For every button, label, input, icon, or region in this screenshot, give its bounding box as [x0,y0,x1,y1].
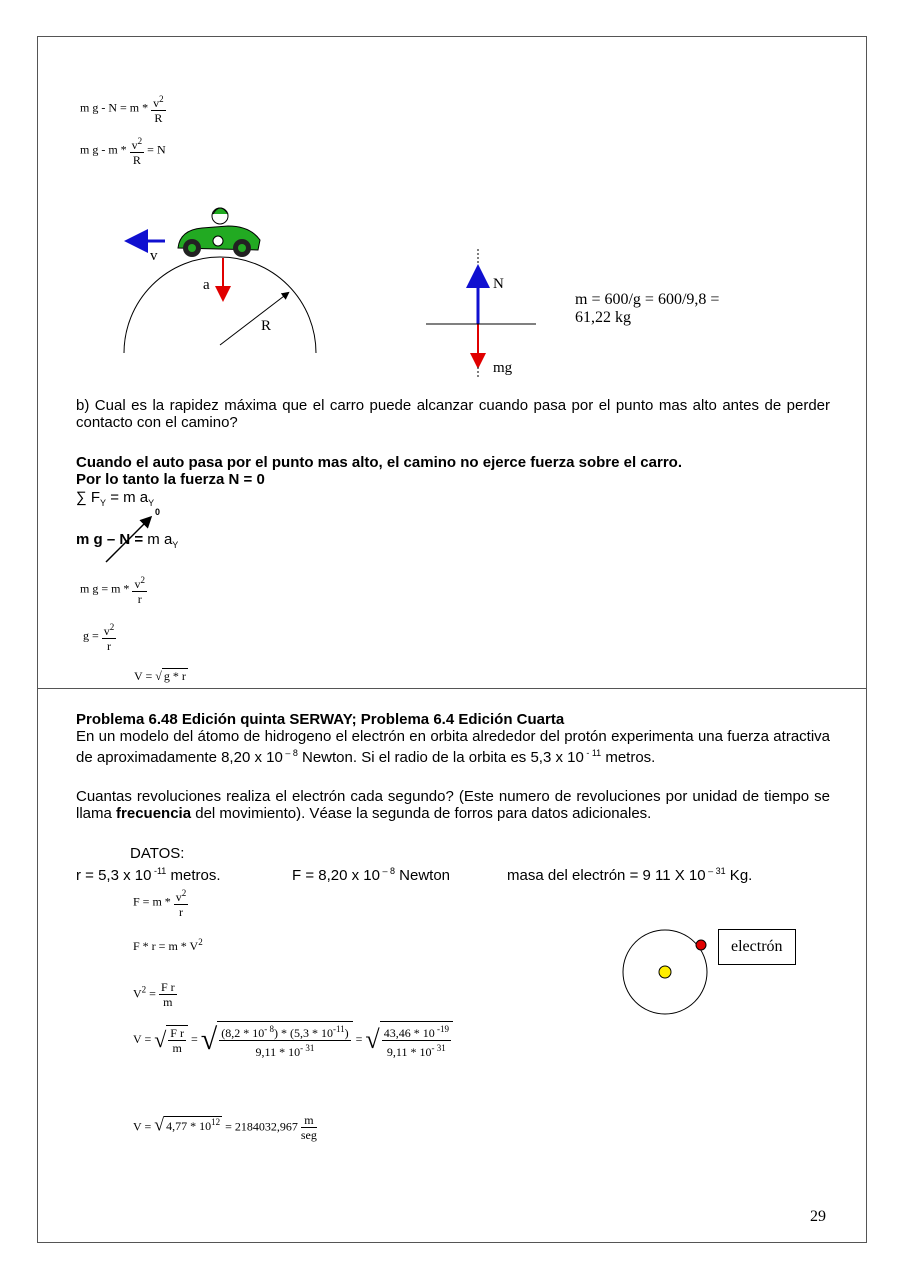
eqA-fraction [174,886,189,919]
eqD-rad3 [380,1021,453,1059]
eqD-rad2-num-a: 8,2 * 10 [225,1026,265,1040]
eqD-rad2: $\frac{(8,2 * 10^{- 8}) * (5,3 * 10^{-11})}{9,11 * 10^{- 31}}$ [217,1021,352,1059]
datos-m-exp: – 31 [705,866,726,876]
hill-arc [124,257,316,353]
mass-line-2: 61,22 kg [575,309,631,326]
mass-line-1: m = 600/g = 600/9,8 = [575,291,720,308]
eq3-num: v [134,577,141,591]
eq1-num-sup: 2 [159,94,164,104]
equation-A [133,886,188,919]
para2-b: del movimiento). Véase la segunda de forros para datos adicionales. [191,805,652,822]
eqD-rad1 [166,1025,188,1055]
sum-eq-sub1: Y [100,498,107,508]
eq5-radicand: g * r [163,669,186,683]
datos-F-value: F = 8,20 x 10 [292,867,380,884]
eqD-rad2-den: 9,11 * 10 [255,1045,301,1059]
cancel-arrow [100,512,173,567]
datos-r-unit: metros. [166,867,221,884]
eqD-rad3-num: 43,46 * 10 [383,1026,435,1040]
eq4-lhs: g = [83,628,99,643]
sum-eq-main: ∑ F [76,489,101,506]
problem-title: Problema 6.48 Edición quinta SERWAY; Problema 6.4 Edición Cuarta [76,711,565,728]
force-eq-sub: Y [172,540,179,550]
para1-b: Newton. Si el radio de la orbita es 5,3 x 10 [297,749,584,766]
eqB-lhs: F * r = m * V [133,939,199,953]
eqD-rad3-den-exp: - 31 [431,1043,446,1053]
question-b: b) Cual es la rapidez máxima que el carro puede alcanzar cuando pasa por el punto mas alto antes de perder contacto con el camino? [76,397,830,431]
equation-1 [80,92,166,125]
eq3-den: r [137,592,142,606]
eqD-rad2-num-a-exp: - 8 [264,1024,274,1034]
eq4-num: v [103,624,110,638]
para2-bold: frecuencia [116,805,192,822]
eqD-rad1-num: F r [170,1026,184,1040]
eqE-radicand-exp: 12 [211,1117,221,1128]
eqC-eq: = [146,986,159,1001]
para1-a: En un modelo del átomo de hidrogeno el electrón en orbita alrededor del protón experimenta una fuerza atractiva de aproximadamente 8,20 x 10 [76,728,830,766]
datos-r-value: r = 5,3 x 10 [76,867,152,884]
datos-m [507,863,752,884]
electron-icon [696,940,706,950]
eqE-unit [301,1113,317,1142]
eqA-num: v [175,890,182,904]
eq1-lhs: m g - N = m * [80,100,149,115]
eq3-num-sup: 2 [140,575,145,585]
eq2-den: R [132,153,141,167]
equation-E: V = √ $4,77 * 10^{12} = 2184032,967$ $\frac{m}{\text{seg}}$ [133,1113,317,1142]
car-number: 1 [324,235,328,242]
eqE-unit-den: seg [300,1128,317,1142]
problem-paragraph-2 [76,788,830,822]
eqC-lhs: V [133,986,142,1001]
equation-4 [83,620,116,653]
eq2-rhs: = N [147,142,166,157]
equation-B [133,937,203,954]
datos-m-unit: Kg. [725,867,753,884]
problem-paragraph-1 [76,728,830,766]
page-number: 29 [810,1208,826,1225]
eq1-den: R [154,111,163,125]
R-label: R [261,318,272,334]
eqD-rad2-mult: * [280,1026,287,1040]
datos-F-unit: Newton [395,867,451,884]
datos-label: DATOS: [130,845,185,862]
eqD-rad2-num-b-exp: -11 [332,1024,345,1034]
datos-F [292,863,450,884]
eqE-radicand: 4,77 * 10 [166,1119,212,1134]
eq2-num-sup: 2 [137,136,143,146]
datos-F-exp: – 8 [379,866,395,876]
eq2-lhs: m g - m * [80,142,127,157]
eqC-num: F r [160,980,175,994]
eqD-rad3-den: 9,11 * 10 [386,1045,432,1059]
eq4-den: r [107,639,112,653]
equation-5: V = √ g * r [134,669,186,683]
eqB-sup: 2 [198,937,203,947]
car-hill-figure [110,200,340,360]
eq2-num: v [131,138,138,152]
eqA-den: r [179,905,184,919]
eqD-rad1-den: m [172,1041,182,1055]
eqA-num-sup: 2 [181,888,187,898]
sum-forces-equation [76,489,154,512]
eqD-rad2-den-exp: - 31 [300,1043,315,1053]
equation-C [133,980,177,1009]
eq1-fraction [151,92,166,125]
v-label: v [150,248,158,264]
eq4-num-sup: 2 [109,622,115,632]
datos-m-value: masa del electrón = 9 11 X 10 [507,867,706,884]
eq1-num: v [153,96,160,110]
mg-label: mg [493,360,513,376]
eqC-den: m [163,995,173,1009]
para1-exp2: - 11 [583,748,602,758]
eqD-lhs: V = [133,1031,152,1046]
equation-3 [80,573,147,606]
a-label: a [203,277,210,293]
atom-figure [620,925,720,1020]
sum-eq-mid: = m a [106,489,149,506]
eqC-lhs-sup: 2 [141,984,147,995]
proton-icon [659,966,671,978]
answer-line-2: Por lo tanto la fuerza N = 0 [76,471,265,488]
para1-c: metros. [601,749,656,766]
para2-a: Cuantas revoluciones realiza el electrón cada segundo? (Este numero de revoluciones por unidad de tiempo se llama [76,788,830,822]
eqC-fraction [159,980,177,1009]
eqE-result: = 2184032,967 [225,1119,298,1134]
equation-2 [80,134,166,167]
eqD-rad2-num-b: 5,3 * 10 [293,1026,333,1040]
eqD-rad3-num-exp: -19 [434,1024,449,1034]
eqA-lhs: F = m * [133,894,171,909]
eqD-eq1: = [190,1031,198,1046]
N-label: N [493,276,504,292]
section-divider [37,688,867,689]
eq2-fraction [130,134,145,167]
para1-exp1: – 8 [282,748,298,758]
mass-calculation [575,291,719,327]
datos-r-exp: -11 [151,866,167,876]
eq5-lhs: V = [134,669,153,683]
eqD-eq2: = [355,1031,363,1046]
electron-label: electrón [718,929,796,965]
answer-line-1: Cuando el auto pasa por el punto mas alto, el camino no ejerce fuerza sobre el carro. [76,454,682,471]
eqE-unit-num: m [301,1113,317,1128]
eq3-lhs: m g = m * [80,581,130,596]
equation-D: V = √ $\frac{\text{F r}}{m}$ = √ $\frac{(8,2 * 10^{- 8}) * (5,3 * 10^{-11})}{9,11 * 10^{- 31}}$ = √ $\frac{43,46 * 10 ^{-19}}{9,11 * 10^{- 31}}$ [133,1021,453,1059]
eq4-fraction [102,620,117,653]
eqE-lhs: V = [133,1119,152,1134]
radius-arrow [220,293,288,345]
free-body-diagram [420,245,550,380]
datos-r [76,863,221,884]
force-eq-rest: m a [147,531,173,548]
race-car-icon [178,208,260,257]
zero-label: 0 [155,507,161,517]
sum-eq-sub2: Y [148,498,155,508]
force-eq-bold: m g – N = [76,531,148,548]
eq3-fraction [132,573,147,606]
